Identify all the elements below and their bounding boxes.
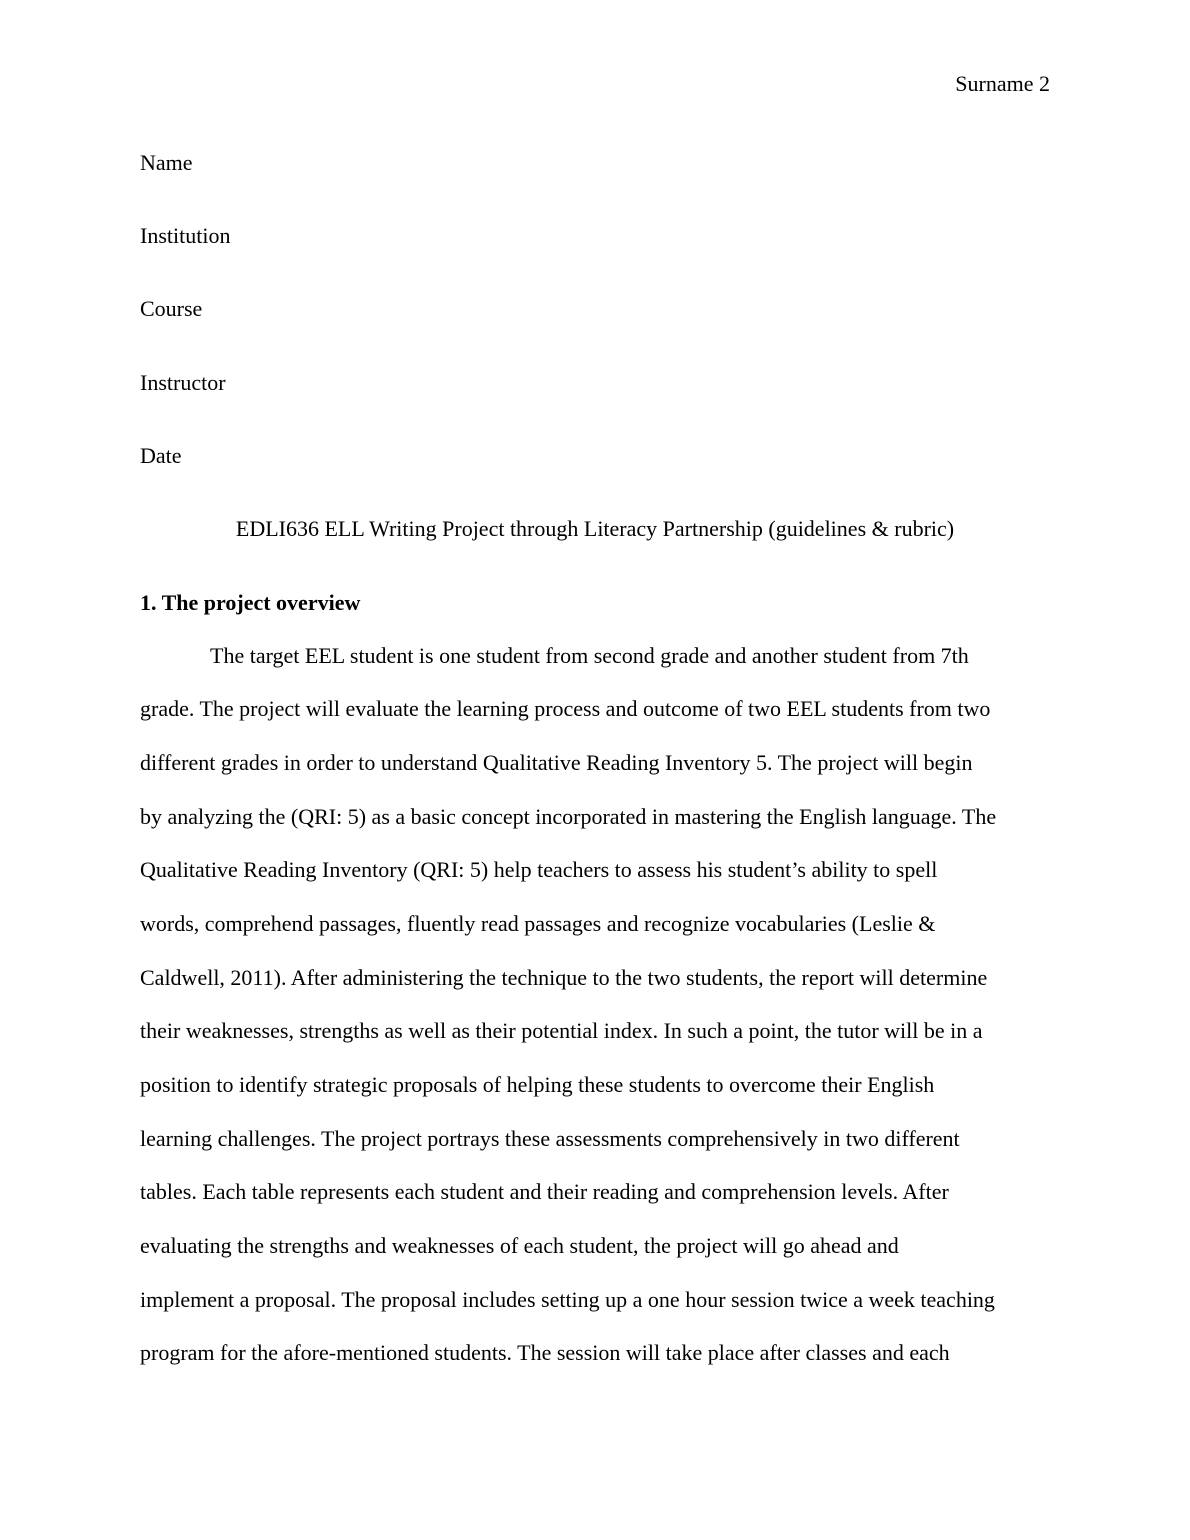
paragraph-line: Caldwell, 2011). After administering the technique to the two students, the report will determine — [140, 965, 988, 990]
paragraph-line: learning challenges. The project portrays these assessments comprehensively in two different — [140, 1126, 960, 1151]
section-heading: 1. The project overview — [140, 590, 361, 615]
document-title: EDLI636 ELL Writing Project through Literacy Partnership (guidelines & rubric) — [235, 516, 955, 541]
meta-course: Course — [140, 296, 203, 321]
paragraph-line: words, comprehend passages, fluently read passages and recognize vocabularies (Leslie & — [140, 911, 936, 936]
paragraph-line: implement a proposal. The proposal includes setting up a one hour session twice a week teaching — [140, 1287, 995, 1312]
paragraph-line: by analyzing the (QRI: 5) as a basic concept incorporated in mastering the English language. The — [140, 804, 997, 829]
paragraph-line: tables. Each table represents each student and their reading and comprehension levels. After — [140, 1179, 949, 1204]
paragraph-line: program for the afore-mentioned students. The session will take place after classes and each — [140, 1340, 950, 1365]
paragraph-line: position to identify strategic proposals of helping these students to overcome their English — [140, 1072, 935, 1097]
paragraph-line: Qualitative Reading Inventory (QRI: 5) help teachers to assess his student’s ability to spell — [140, 857, 938, 882]
paragraph-line: The target EEL student is one student from second grade and another student from 7th — [210, 643, 969, 668]
paragraph-line: different grades in order to understand Qualitative Reading Inventory 5. The project will begin — [140, 750, 973, 775]
running-head: Surname 2 — [955, 71, 1050, 96]
meta-instructor: Instructor — [140, 370, 226, 395]
meta-institution: Institution — [140, 223, 231, 248]
meta-date: Date — [140, 443, 182, 468]
paragraph-line: their weaknesses, strengths as well as their potential index. In such a point, the tutor will be in a — [140, 1018, 983, 1043]
paragraph-line: grade. The project will evaluate the learning process and outcome of two EEL students from two — [140, 696, 991, 721]
paragraph-line: evaluating the strengths and weaknesses of each student, the project will go ahead and — [140, 1233, 899, 1258]
meta-name: Name — [140, 150, 193, 175]
